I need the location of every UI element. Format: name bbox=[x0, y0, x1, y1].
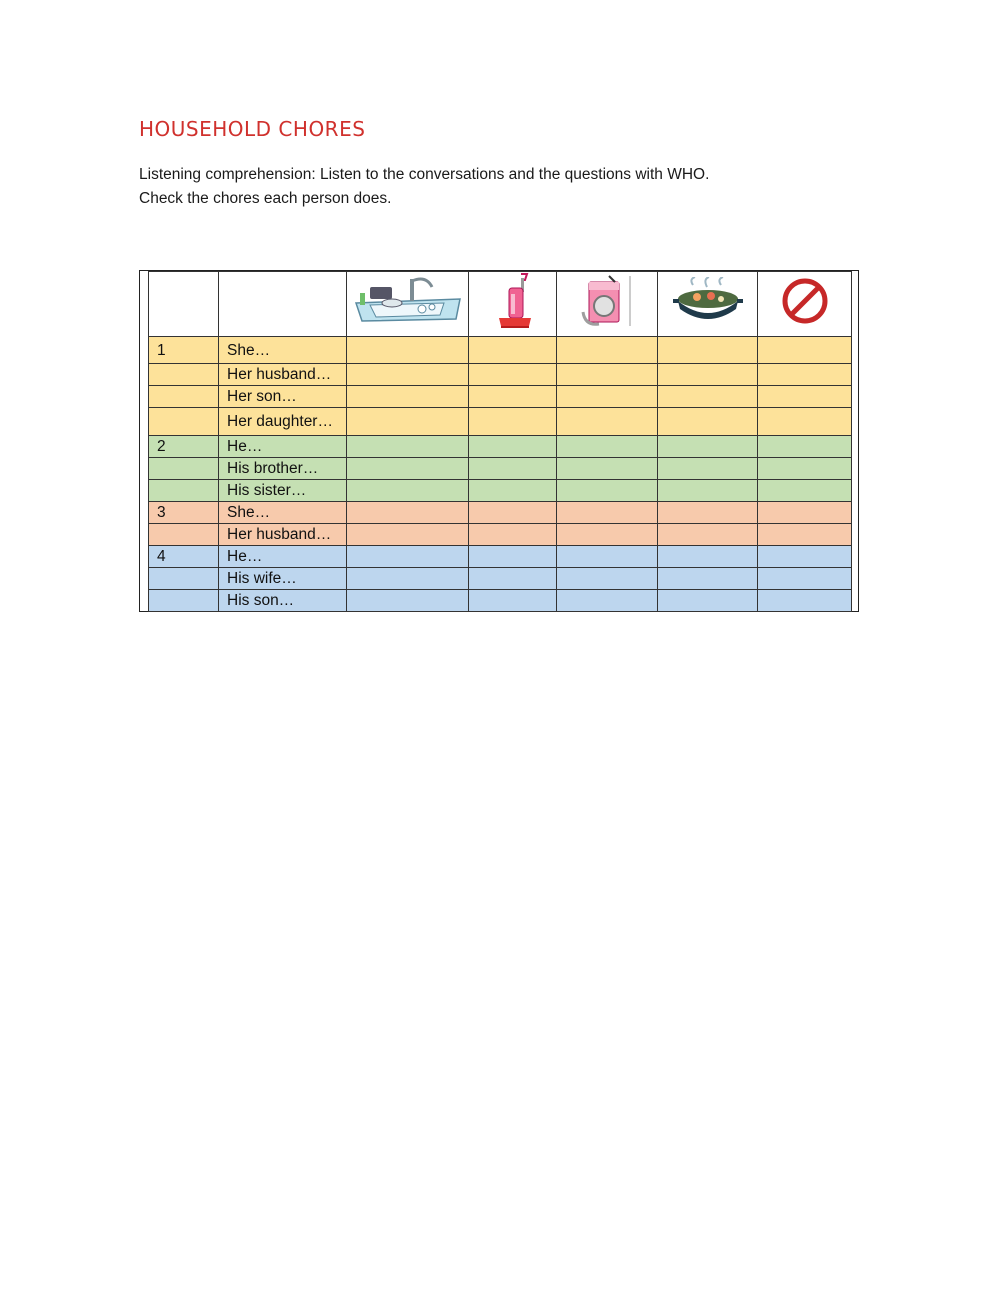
person-label: She… bbox=[219, 337, 347, 364]
check-cell[interactable] bbox=[469, 408, 557, 436]
group-number bbox=[149, 364, 219, 386]
check-cell[interactable] bbox=[758, 436, 852, 458]
table-row bbox=[149, 502, 852, 524]
table-row bbox=[149, 568, 852, 590]
check-cell[interactable] bbox=[557, 458, 658, 480]
header-none bbox=[758, 272, 852, 337]
table-row bbox=[149, 524, 852, 546]
no-sign-icon bbox=[781, 277, 829, 325]
check-cell[interactable] bbox=[658, 458, 758, 480]
group-number: 4 bbox=[149, 546, 219, 568]
table-row bbox=[149, 364, 852, 386]
check-cell[interactable] bbox=[557, 502, 658, 524]
group-number bbox=[149, 386, 219, 408]
check-cell[interactable] bbox=[758, 590, 852, 612]
check-cell[interactable] bbox=[758, 364, 852, 386]
cooking-pot-icon bbox=[673, 277, 743, 325]
check-cell[interactable] bbox=[758, 408, 852, 436]
check-cell[interactable] bbox=[758, 386, 852, 408]
header-laundry bbox=[557, 272, 658, 337]
group-number bbox=[149, 590, 219, 612]
check-cell[interactable] bbox=[469, 436, 557, 458]
check-cell[interactable] bbox=[347, 436, 469, 458]
check-cell[interactable] bbox=[469, 502, 557, 524]
check-cell[interactable] bbox=[347, 480, 469, 502]
check-cell[interactable] bbox=[469, 546, 557, 568]
check-cell[interactable] bbox=[557, 546, 658, 568]
check-cell[interactable] bbox=[469, 480, 557, 502]
vacuum-cleaner-icon bbox=[491, 272, 535, 330]
check-cell[interactable] bbox=[347, 502, 469, 524]
group-number bbox=[149, 568, 219, 590]
header-row bbox=[149, 272, 852, 337]
check-cell[interactable] bbox=[347, 364, 469, 386]
header-dishes bbox=[347, 272, 469, 337]
group-number: 3 bbox=[149, 502, 219, 524]
check-cell[interactable] bbox=[557, 524, 658, 546]
person-label: His sister… bbox=[219, 480, 347, 502]
group-number: 1 bbox=[149, 337, 219, 364]
check-cell[interactable] bbox=[758, 546, 852, 568]
table-row bbox=[149, 546, 852, 568]
check-cell[interactable] bbox=[557, 480, 658, 502]
check-cell[interactable] bbox=[658, 502, 758, 524]
check-cell[interactable] bbox=[469, 386, 557, 408]
header-blank bbox=[219, 272, 347, 337]
group-number bbox=[149, 408, 219, 436]
check-cell[interactable] bbox=[469, 524, 557, 546]
check-cell[interactable] bbox=[347, 408, 469, 436]
table-row bbox=[149, 590, 852, 612]
check-cell[interactable] bbox=[658, 364, 758, 386]
table-row bbox=[149, 408, 852, 436]
page-title: HOUSEHOLD CHORES bbox=[139, 117, 366, 141]
dishes-sink-icon bbox=[352, 273, 464, 329]
instruction-line: Listening comprehension: Listen to the conversations and the questions with WHO. bbox=[139, 166, 710, 183]
check-cell[interactable] bbox=[658, 546, 758, 568]
check-cell[interactable] bbox=[347, 337, 469, 364]
table-row bbox=[149, 458, 852, 480]
chores-table bbox=[148, 271, 852, 612]
header-blank bbox=[149, 272, 219, 337]
check-cell[interactable] bbox=[557, 590, 658, 612]
check-cell[interactable] bbox=[758, 524, 852, 546]
check-cell[interactable] bbox=[758, 337, 852, 364]
check-cell[interactable] bbox=[469, 458, 557, 480]
person-label: Her husband… bbox=[219, 364, 347, 386]
check-cell[interactable] bbox=[469, 364, 557, 386]
check-cell[interactable] bbox=[758, 502, 852, 524]
check-cell[interactable] bbox=[557, 436, 658, 458]
check-cell[interactable] bbox=[658, 590, 758, 612]
person-label: His son… bbox=[219, 590, 347, 612]
table-row bbox=[149, 480, 852, 502]
check-cell[interactable] bbox=[658, 524, 758, 546]
check-cell[interactable] bbox=[557, 386, 658, 408]
instruction-line: Check the chores each person does. bbox=[139, 190, 392, 207]
group-number bbox=[149, 480, 219, 502]
table-row bbox=[149, 386, 852, 408]
check-cell[interactable] bbox=[658, 337, 758, 364]
person-label: He… bbox=[219, 546, 347, 568]
check-cell[interactable] bbox=[658, 436, 758, 458]
check-cell[interactable] bbox=[347, 568, 469, 590]
check-cell[interactable] bbox=[347, 546, 469, 568]
header-cooking bbox=[658, 272, 758, 337]
table-row bbox=[149, 436, 852, 458]
check-cell[interactable] bbox=[658, 408, 758, 436]
person-label: His brother… bbox=[219, 458, 347, 480]
check-cell[interactable] bbox=[557, 408, 658, 436]
washing-machine-icon bbox=[579, 272, 635, 330]
check-cell[interactable] bbox=[658, 386, 758, 408]
check-cell[interactable] bbox=[347, 458, 469, 480]
check-cell[interactable] bbox=[658, 568, 758, 590]
check-cell[interactable] bbox=[658, 480, 758, 502]
check-cell[interactable] bbox=[557, 568, 658, 590]
instructions bbox=[139, 163, 709, 211]
person-label: His wife… bbox=[219, 568, 347, 590]
check-cell[interactable] bbox=[758, 480, 852, 502]
check-cell[interactable] bbox=[758, 458, 852, 480]
check-cell[interactable] bbox=[347, 386, 469, 408]
person-label: He… bbox=[219, 436, 347, 458]
person-label: Her husband… bbox=[219, 524, 347, 546]
table-row bbox=[149, 337, 852, 364]
check-cell[interactable] bbox=[347, 590, 469, 612]
group-number bbox=[149, 524, 219, 546]
check-cell[interactable] bbox=[469, 568, 557, 590]
person-label: Her son… bbox=[219, 386, 347, 408]
check-cell[interactable] bbox=[758, 568, 852, 590]
header-vacuum bbox=[469, 272, 557, 337]
check-cell[interactable] bbox=[469, 590, 557, 612]
check-cell[interactable] bbox=[557, 337, 658, 364]
check-cell[interactable] bbox=[347, 524, 469, 546]
person-label: She… bbox=[219, 502, 347, 524]
group-number: 2 bbox=[149, 436, 219, 458]
group-number bbox=[149, 458, 219, 480]
check-cell[interactable] bbox=[557, 364, 658, 386]
person-label: Her daughter… bbox=[219, 408, 347, 436]
check-cell[interactable] bbox=[469, 337, 557, 364]
